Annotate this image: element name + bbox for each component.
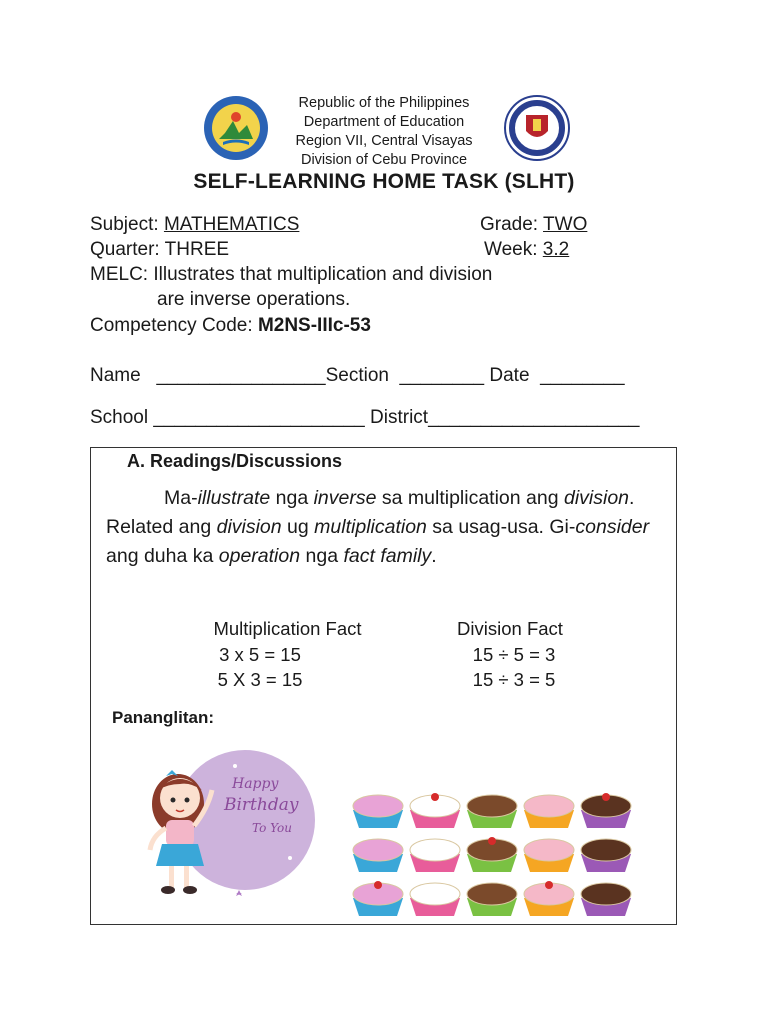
cupcake-icon <box>410 839 460 872</box>
week-value: 3.2 <box>542 239 570 260</box>
cebu-province-seal-logo <box>203 95 269 161</box>
birthday-text-3: To You <box>252 821 292 835</box>
cupcake-icon <box>524 795 574 828</box>
cupcake-icon <box>524 881 574 916</box>
name-blank[interactable]: ________________ <box>156 365 326 386</box>
melc-line-1: MELC: Illustrates that multiplication and division <box>90 264 493 285</box>
para-text: ug <box>281 516 315 538</box>
para-text: Ma- <box>164 487 198 509</box>
cupcake-icon <box>467 837 517 872</box>
para-text: . Related ang <box>106 487 635 538</box>
date-blank[interactable]: ________ <box>540 365 625 386</box>
week-label: Week: <box>484 239 538 260</box>
header-line-1: Republic of the Philippines <box>298 95 470 111</box>
para-italic: consider <box>575 516 650 538</box>
cupcake-icon <box>410 883 460 916</box>
cupcake-icon <box>581 839 631 872</box>
para-text: nga <box>270 487 314 509</box>
cupcake-icon <box>581 883 631 916</box>
district-label: District <box>370 407 429 428</box>
division-fact-1: 15 ÷ 5 = 3 <box>472 644 556 665</box>
example-label: Pananglitan: <box>112 708 215 727</box>
division-fact-2: 15 ÷ 3 = 5 <box>472 669 556 690</box>
competency-code-value: M2NS-IIIc-53 <box>257 315 371 336</box>
cupcake-icon <box>524 839 574 872</box>
cupcakes-illustration <box>350 786 635 916</box>
birthday-text-1: Happy <box>232 776 279 792</box>
deped-seal-logo <box>504 95 570 161</box>
header-lines <box>276 94 492 170</box>
readings-paragraph <box>106 484 666 571</box>
multiplication-fact-1: 3 x 5 = 15 <box>219 644 301 665</box>
subject-label: Subject: <box>90 214 159 235</box>
para-italic: operation <box>218 545 301 567</box>
melc-line-2: are inverse operations. <box>157 289 351 310</box>
para-text: nga <box>300 545 339 567</box>
quarter-line <box>90 239 229 261</box>
birthday-text-2: Birthday <box>224 795 299 815</box>
grade-line <box>480 214 587 236</box>
school-district-line <box>90 407 639 429</box>
quarter-value: THREE <box>164 239 230 260</box>
week-line <box>484 239 569 261</box>
header-line-2: Department of Education <box>303 114 465 130</box>
cupcake-icon <box>353 881 403 916</box>
multiplication-fact-header: Multiplication Fact <box>213 618 362 639</box>
readings-heading: A. Readings/Discussions <box>127 451 343 471</box>
subject-line <box>90 214 299 236</box>
para-text: ang duha ka <box>106 545 219 567</box>
header-line-3: Region VII, Central Visayas <box>295 133 473 149</box>
school-label: School <box>90 407 149 428</box>
section-label: Section <box>325 365 389 386</box>
cupcake-icon <box>353 795 403 828</box>
multiplication-fact-2: 5 X 3 = 15 <box>217 669 303 690</box>
cupcake-icon <box>581 793 631 828</box>
para-text: usag-usa. Gi- <box>458 516 576 538</box>
birthday-girl-illustration <box>140 738 315 918</box>
subject-value: MATHEMATICS <box>163 214 300 235</box>
para-text: . <box>431 545 437 567</box>
date-label: Date <box>489 365 530 386</box>
grade-label: Grade: <box>480 214 539 235</box>
para-text: sa <box>426 516 453 538</box>
para-italic: division <box>216 516 282 538</box>
para-italic: inverse <box>313 487 377 509</box>
cupcake-icon <box>353 839 403 872</box>
competency-code-label: Competency Code: <box>90 315 253 336</box>
district-blank[interactable]: ____________________ <box>428 407 640 428</box>
para-italic: fact family <box>343 545 432 567</box>
para-italic: illustrate <box>197 487 271 509</box>
competency-code-line <box>90 315 371 337</box>
para-italic: division <box>564 487 630 509</box>
name-label: Name <box>90 365 141 386</box>
para-text: sa multiplication ang <box>376 487 559 509</box>
division-fact-header: Division Fact <box>457 618 563 639</box>
page-title: SELF-LEARNING HOME TASK (SLHT) <box>193 170 575 193</box>
header-line-4: Division of Cebu Province <box>300 152 468 168</box>
grade-value: TWO <box>543 214 588 235</box>
cupcake-icon <box>410 793 460 828</box>
section-blank[interactable]: ________ <box>399 365 485 386</box>
cupcake-icon <box>467 883 517 916</box>
quarter-label: Quarter: <box>90 239 160 260</box>
name-section-date-line <box>90 365 625 387</box>
para-italic: multiplication <box>314 516 427 538</box>
school-blank[interactable]: ____________________ <box>153 407 365 428</box>
cupcake-icon <box>467 795 517 828</box>
